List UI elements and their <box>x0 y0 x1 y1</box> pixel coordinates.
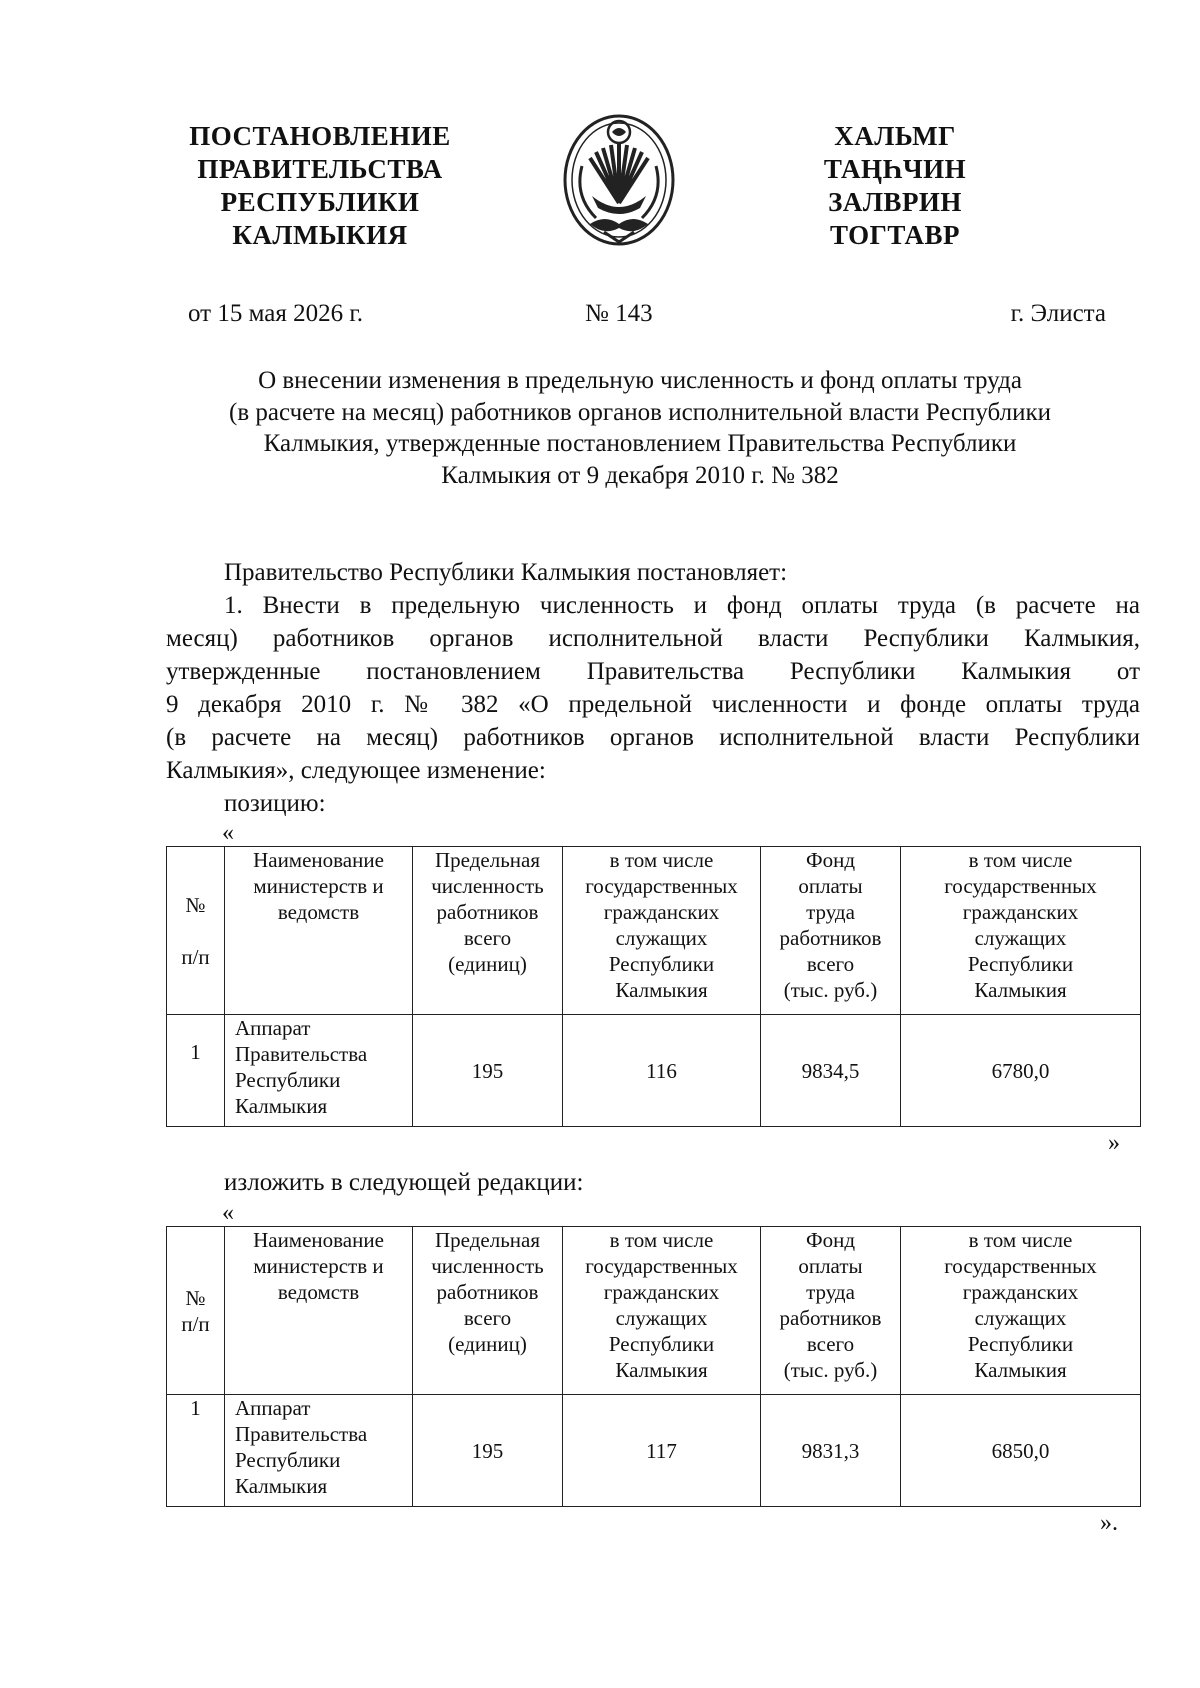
header-text: п/п <box>181 944 210 969</box>
document-number: № 143 <box>585 300 653 327</box>
header-text: Фонд <box>805 1228 855 1252</box>
header-text: Предельная <box>435 848 540 872</box>
cell-name <box>225 1015 413 1127</box>
cell-fund-total: 9834,5 <box>761 1015 901 1127</box>
header-text: (единиц) <box>448 1332 527 1356</box>
header-text: оплаты <box>798 874 863 898</box>
header-text: № <box>185 1285 206 1310</box>
cell-text: Республики <box>235 1448 341 1472</box>
cell-staff-total: 195 <box>413 1015 563 1127</box>
header-right-line: ЗАЛВРИН <box>828 187 962 217</box>
header-fund-civil <box>901 1227 1141 1395</box>
header-fund-total <box>761 847 901 1015</box>
header-left-line: ПРАВИТЕЛЬСТВА <box>197 154 443 184</box>
header-text: служащих <box>974 926 1067 950</box>
header-text: всего <box>806 952 855 976</box>
header-text: Фонд <box>805 848 855 872</box>
header-text: труда <box>806 900 855 924</box>
document-title <box>160 365 1120 491</box>
header-text: Республики <box>967 952 1074 976</box>
cell-text: Калмыкия <box>235 1094 328 1118</box>
header-text: служащих <box>615 926 708 950</box>
header-text: (тыс. руб.) <box>783 1358 878 1382</box>
header-text: работников <box>436 1280 539 1304</box>
header-text: в том числе <box>968 848 1073 872</box>
paragraph-line: утвержденные постановлением Правительства Республики Калмыкия от <box>166 658 1140 685</box>
title-line: О внесении изменения в предельную численность и фонд оплаты труда <box>258 367 1022 394</box>
cell-fund-total: 9831,3 <box>761 1395 901 1507</box>
cell-fund-civil: 6850,0 <box>901 1395 1141 1507</box>
table-row <box>167 1015 1141 1127</box>
header-text: гражданских <box>603 900 720 924</box>
close-quote: ». <box>1100 1510 1118 1536</box>
header-text: Калмыкия <box>615 978 708 1002</box>
title-line: Калмыкия от 9 декабря 2010 г. № 382 <box>441 461 839 489</box>
position-label: позицию: <box>224 790 326 817</box>
cell-text: Правительства <box>235 1422 368 1446</box>
header-text: государственных <box>944 874 1097 898</box>
cell-text: Правительства <box>235 1042 368 1066</box>
open-quote: « <box>222 820 234 846</box>
header-left-line: РЕСПУБЛИКИ <box>220 187 420 217</box>
header-text: труда <box>806 1280 855 1304</box>
header-text: Калмыкия <box>974 978 1067 1002</box>
table-new <box>166 1226 1141 1507</box>
header-text: всего <box>806 1332 855 1356</box>
header-civil-servants <box>563 1227 761 1395</box>
table-row <box>167 1395 1141 1507</box>
header-text: государственных <box>585 874 738 898</box>
header-staff-total <box>413 847 563 1015</box>
cell-fund-civil: 6780,0 <box>901 1015 1141 1127</box>
intro-text: Правительство Республики Калмыкия постановляет: <box>224 559 788 586</box>
paragraph-line: (в расчете на месяц) работников органов исполнительной власти Республики <box>166 724 1140 751</box>
header-text: Республики <box>967 1332 1074 1356</box>
header-text: оплаты <box>798 1254 863 1278</box>
replace-label: изложить в следующей редакции: <box>224 1169 584 1196</box>
header-text: численность <box>431 874 544 898</box>
cell-num: 1 <box>167 1015 225 1127</box>
header-text: численность <box>431 1254 544 1278</box>
header-text: работников <box>779 926 882 950</box>
header-text: (тыс. руб.) <box>783 978 878 1002</box>
document-date: от 15 мая 2026 г. <box>188 300 364 327</box>
header-text: п/п <box>181 1311 210 1336</box>
header-right-line: ТОГТАВР <box>830 220 960 250</box>
title-line: (в расчете на месяц) работников органов исполнительной власти Республики <box>229 398 1051 426</box>
header-fund-total <box>761 1227 901 1395</box>
header-text: работников <box>779 1306 882 1330</box>
header-right-block <box>800 120 990 252</box>
open-quote: « <box>222 1200 234 1226</box>
header-text: всего <box>463 1306 512 1330</box>
header-left-line: КАЛМЫКИЯ <box>232 220 408 250</box>
header-text: ведомств <box>277 900 360 924</box>
header-left-block <box>175 120 465 252</box>
header-right-line: ТАҢҺЧИН <box>823 154 967 184</box>
header-text: Калмыкия <box>615 1358 708 1382</box>
header-text: (единиц) <box>448 952 527 976</box>
paragraph-line: месяц) работников органов исполнительной власти Республики Калмыкия, <box>166 625 1140 652</box>
header-text: в том числе <box>968 1228 1073 1252</box>
cell-text: Калмыкия <box>235 1474 328 1498</box>
header-text: гражданских <box>962 1280 1079 1304</box>
header-text: Республики <box>608 952 715 976</box>
header-num <box>167 847 225 1015</box>
paragraph-last-line: Калмыкия», следующее изменение: <box>166 757 546 784</box>
header-name <box>225 1227 413 1395</box>
header-text: государственных <box>585 1254 738 1278</box>
header-text: Предельная <box>435 1228 540 1252</box>
header-text: работников <box>436 900 539 924</box>
cell-text: Аппарат <box>235 1016 311 1040</box>
close-quote: » <box>1108 1130 1120 1156</box>
table-old <box>166 846 1141 1127</box>
paragraph-line: 9 декабря 2010 г. № 382 «О предельной численности и фонде оплаты труда <box>166 691 1140 718</box>
header-text: министерств и <box>253 1254 384 1278</box>
header-left-line: ПОСТАНОВЛЕНИЕ <box>189 121 451 151</box>
header-text: гражданских <box>603 1280 720 1304</box>
header-text: ведомств <box>277 1280 360 1304</box>
header-name <box>225 847 413 1015</box>
table-header-row <box>167 847 1141 1015</box>
cell-text: Республики <box>235 1068 341 1092</box>
header-text: государственных <box>944 1254 1097 1278</box>
title-line: Калмыкия, утвержденные постановлением Правительства Республики <box>263 430 1017 457</box>
header-text: Наименование <box>253 1228 384 1252</box>
cell-name <box>225 1395 413 1507</box>
header-text: служащих <box>974 1306 1067 1330</box>
coat-of-arms-icon <box>560 108 678 250</box>
header-text: гражданских <box>962 900 1079 924</box>
header-text: служащих <box>615 1306 708 1330</box>
header-text: № <box>185 892 206 917</box>
header-text: Наименование <box>253 848 384 872</box>
header-staff-total <box>413 1227 563 1395</box>
header-text: в том числе <box>609 848 714 872</box>
header-text: Калмыкия <box>974 1358 1067 1382</box>
cell-civil-servants: 116 <box>563 1015 761 1127</box>
header-civil-servants <box>563 847 761 1015</box>
cell-num: 1 <box>167 1395 225 1507</box>
cell-staff-total: 195 <box>413 1395 563 1507</box>
cell-civil-servants: 117 <box>563 1395 761 1507</box>
document-city: г. Элиста <box>1010 300 1106 327</box>
header-right-line: ХАЛЬМГ <box>834 121 956 151</box>
header-text: министерств и <box>253 874 384 898</box>
header-num <box>167 1227 225 1395</box>
header-text: в том числе <box>609 1228 714 1252</box>
paragraph-line: 1. Внести в предельную численность и фонд оплаты труда (в расчете на <box>224 592 1140 619</box>
header-text: всего <box>463 926 512 950</box>
header-text: Республики <box>608 1332 715 1356</box>
header-fund-civil <box>901 847 1141 1015</box>
cell-text: Аппарат <box>235 1396 311 1420</box>
table-header-row <box>167 1227 1141 1395</box>
